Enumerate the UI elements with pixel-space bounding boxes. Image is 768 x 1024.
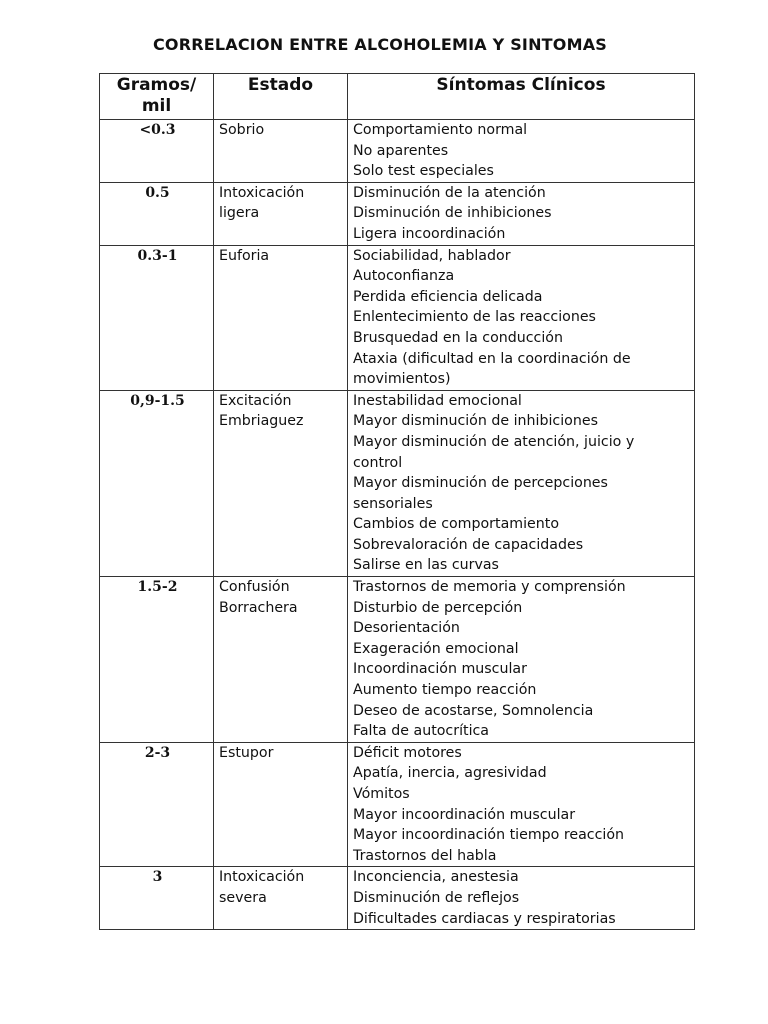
table-row (100, 867, 695, 930)
symptom-line: Exageración emocional (353, 640, 519, 657)
table-row (100, 577, 695, 743)
symptom-line: Aumento tiempo reacción (353, 682, 537, 699)
table-row (100, 245, 695, 390)
header-grams (100, 74, 214, 120)
symptom-line: Desorientación (353, 620, 460, 637)
table-row (100, 390, 695, 576)
symptom-line: control (353, 454, 403, 471)
state-line: Sobrio (219, 122, 265, 138)
cell-grams: 0.5 (100, 182, 214, 245)
symptom-line: Comportamiento normal (353, 122, 528, 138)
symptom-line: Mayor incoordinación tiempo reacción (353, 827, 624, 844)
symptom-line: Disminución de la atención (353, 184, 546, 201)
table-row (100, 182, 695, 245)
symptom-line: sensoriales (353, 495, 433, 512)
symptom-line: movimientos) (353, 371, 451, 388)
symptom-line: Sociabilidad, hablador (353, 247, 511, 264)
symptom-line: Vómitos (353, 786, 410, 802)
document-title: CORRELACION ENTRE ALCOHOLEMIA Y SINTOMAS (152, 35, 608, 54)
symptom-line: Falta de autocrítica (353, 723, 490, 740)
symptom-line: Dificultades cardiacas y respiratorias (353, 910, 616, 927)
alcohol-symptoms-table (99, 73, 695, 930)
symptom-line: Inestabilidad emocional (353, 392, 522, 409)
state-line: Intoxicación (219, 869, 305, 886)
symptom-line: Enlentecimiento de las reacciones (353, 309, 596, 326)
cell-grams: 2-3 (100, 742, 214, 867)
cell-grams: 0,9-1.5 (100, 390, 214, 576)
symptom-line: Ligera incoordinación (353, 225, 506, 242)
state-line: Excitación (219, 392, 292, 409)
cell-grams: 0.3-1 (100, 245, 214, 390)
symptom-line: Inconciencia, anestesia (353, 869, 519, 886)
cell-grams: <0.3 (100, 120, 214, 183)
cell-state (214, 577, 348, 743)
cell-state (214, 742, 348, 867)
table-header-row (100, 74, 695, 120)
cell-symptoms (348, 742, 695, 867)
state-line: severa (219, 889, 267, 906)
state-line: Euforia (219, 247, 270, 264)
symptom-line: Trastornos de memoria y comprensión (353, 579, 626, 596)
cell-symptoms (348, 867, 695, 930)
state-line: ligera (219, 205, 260, 222)
symptom-line: Solo test especiales (353, 163, 494, 180)
symptom-line: Incoordinación muscular (353, 661, 527, 678)
symptom-line: Mayor incoordinación muscular (353, 806, 576, 823)
cell-state (214, 390, 348, 576)
symptom-line: Apatía, inercia, agresividad (353, 765, 547, 782)
state-line: Embriaguez (219, 413, 304, 430)
symptom-line: No aparentes (353, 142, 449, 159)
symptom-line: Perdida eficiencia delicada (353, 288, 543, 305)
cell-symptoms (348, 182, 695, 245)
symptom-line: Deseo de acostarse, Somnolencia (353, 702, 594, 719)
symptom-line: Sobrevaloración de capacidades (353, 536, 584, 553)
header-state: Estado (214, 74, 348, 120)
cell-symptoms (348, 245, 695, 390)
cell-grams: 3 (100, 867, 214, 930)
symptom-line: Mayor disminución de inhibiciones (353, 413, 598, 430)
state-line: Confusión (219, 579, 290, 596)
cell-symptoms (348, 390, 695, 576)
cell-grams: 1.5-2 (100, 577, 214, 743)
symptom-line: Autoconfianza (353, 268, 455, 285)
cell-symptoms (348, 577, 695, 743)
symptom-line: Cambios de comportamiento (353, 516, 559, 533)
header-symptoms: Síntomas Clínicos (348, 74, 695, 120)
table-body (100, 120, 695, 930)
symptom-line: Ataxia (dificultad en la coordinación de (353, 350, 631, 367)
symptom-line: Mayor disminución de atención, juicio y (353, 433, 635, 450)
header-grams-line: mil (141, 96, 172, 116)
symptom-line: Déficit motores (353, 744, 462, 761)
symptom-line: Disminución de inhibiciones (353, 205, 552, 222)
table-row (100, 120, 695, 183)
header-grams-line: Gramos/ (116, 75, 197, 95)
cell-state (214, 245, 348, 390)
cell-state (214, 120, 348, 183)
table-row (100, 742, 695, 867)
state-line: Intoxicación (219, 184, 305, 201)
state-line: Borrachera (219, 599, 298, 616)
symptom-line: Salirse en las curvas (353, 557, 499, 574)
state-line: Estupor (219, 744, 274, 761)
symptom-line: Trastornos del habla (353, 847, 497, 864)
cell-symptoms (348, 120, 695, 183)
symptom-line: Disturbio de percepción (353, 599, 523, 616)
symptom-line: Mayor disminución de percepciones (353, 475, 608, 492)
cell-state (214, 867, 348, 930)
symptom-line: Brusquedad en la conducción (353, 329, 563, 346)
symptom-line: Disminución de reflejos (353, 889, 520, 906)
cell-state (214, 182, 348, 245)
